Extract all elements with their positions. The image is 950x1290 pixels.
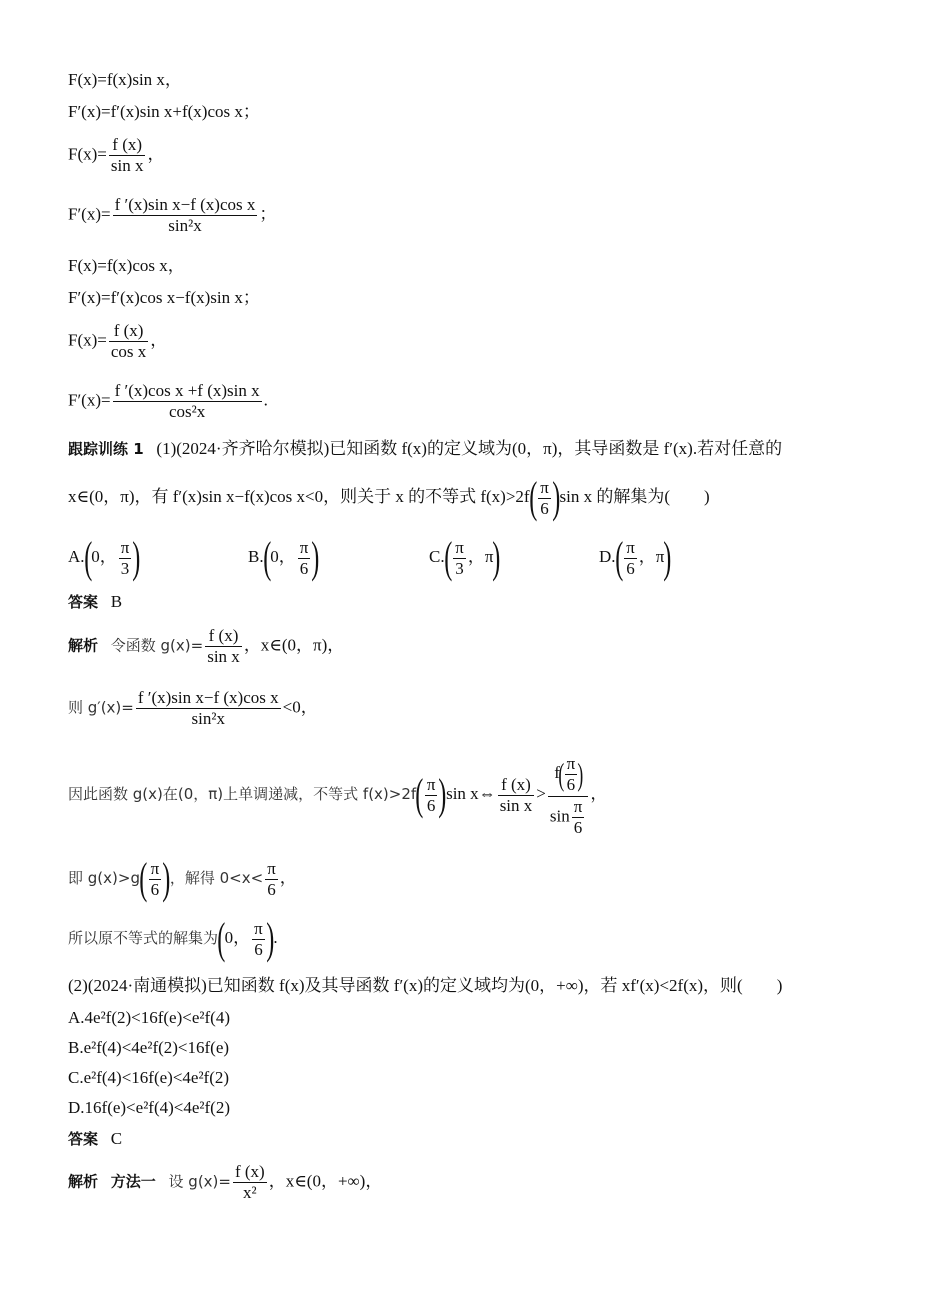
q2-stem: (2)(2024·南通模拟)已知函数 f(x)及其导函数 f′(x)的定义域均为(0，+∞)，若 xf′(x)<2f(x)，则( ) — [68, 976, 783, 995]
q2-option-c[interactable]: C.e²f(4)<16f(e)<4e²f(2) — [68, 1068, 230, 1087]
derivation-line-4: F′(x)= $\frac{\text{f ′(x)sin x−f (x)cos x}}{\text{sin²x}}$ ； — [68, 195, 277, 235]
q2-solution-line1: 解析 方法一 设 g(x)= $\frac{f (x)}{\text{x²}}$ ，x∈(0，+∞)， — [68, 1162, 383, 1202]
q1-solution-line4: 即 g(x)>g( $\frac{\pi}{6}$ )，解得 0<x< $\frac{\pi}{6}$ ， — [68, 854, 297, 903]
fraction: $\frac{\text{f ′(x)sin x−f (x)cos x}}{\text{sin²x}}$ — [114, 195, 256, 235]
derivation-line-3: F(x)= $\frac{f (x)}{\text{sin x}}$ ， — [68, 135, 165, 175]
q1-option-d[interactable]: D.( $\frac{\pi}{6}$ ，π) — [599, 533, 672, 582]
derivation-line-7: F(x)= $\frac{f (x)}{\text{cos x}}$ ， — [68, 321, 168, 361]
q1-option-b[interactable]: B.(0， $\frac{\pi}{6}$ ) — [248, 533, 320, 582]
derivation-line-8: F′(x)= $\frac{\text{f ′(x)cos x +f (x)sin x}}{\text{cos²x}}$ . — [68, 381, 268, 421]
q1-option-c[interactable]: C.( $\frac{\pi}{3}$ ，π) — [429, 533, 501, 582]
derivation-line-6: F′(x)=f′(x)cos x−f(x)sin x； — [68, 288, 260, 307]
section-label: 跟踪训练 1 — [68, 440, 144, 458]
derivation-line-1: F(x)=f(x)sin x， — [68, 70, 182, 89]
q1-stem-line2: x∈(0，π)，有 f′(x)sin x−f(x)cos x<0，则关于 x 的不等式 f(x)>2f( $\frac{\pi}{6}$ )sin x 的解集为( ) — [68, 473, 710, 522]
q2-option-b[interactable]: B.e²f(4)<4e²f(2)<16f(e) — [68, 1038, 230, 1057]
q2-answer: 答案 C — [68, 1129, 123, 1148]
q1-solution-line3: 因此函数 g(x)在(0，π)上单调递减，不等式 f(x)>2f( $\frac{\pi}{6}$ )sin x⇔ $\frac{f (x)}{\text{sin x}}$ > f( $\frac{\pi}{6}$ ) sin $\frac{\pi}{6}$ ， — [68, 753, 608, 837]
derivation-line-2: F′(x)=f′(x)sin x+f(x)cos x； — [68, 102, 260, 121]
q1-option-a[interactable]: A.(0， $\frac{\pi}{3}$ ) — [68, 533, 141, 582]
fraction: $\frac{\text{f ′(x)cos x +f (x)sin x}}{\text{cos²x}}$ — [114, 381, 260, 421]
fraction: $\frac{f (x)}{\text{cos x}}$ — [110, 321, 147, 361]
q1-answer: 答案 B — [68, 592, 123, 611]
q2-option-d[interactable]: D.16f(e)<e²f(4)<4e²f(2) — [68, 1098, 230, 1117]
q1-solution-line5: 所以原不等式的解集为(0， $\frac{\pi}{6}$ ). — [68, 914, 278, 963]
q1-stem-line1: 跟踪训练 1 (1)(2024·齐齐哈尔模拟)已知函数 f(x)的定义域为(0，π)，其导函数是 f′(x).若对任意的 — [68, 439, 783, 458]
fraction: $\frac{f (x)}{\text{sin x}}$ — [110, 135, 144, 175]
q1-solution-line2: 则 g′(x)= $\frac{\text{f ′(x)sin x−f (x)cos x}}{\text{sin²x}}$ <0， — [68, 688, 318, 728]
derivation-line-5: F(x)=f(x)cos x， — [68, 256, 185, 275]
lhs: F(x)= — [68, 144, 107, 164]
q2-option-a[interactable]: A.4e²f(2)<16f(e)<e²f(4) — [68, 1008, 230, 1027]
q1-solution-line1: 解析 令函数 g(x)= $\frac{f (x)}{\text{sin x}}$ ，x∈(0，π)， — [68, 626, 345, 666]
